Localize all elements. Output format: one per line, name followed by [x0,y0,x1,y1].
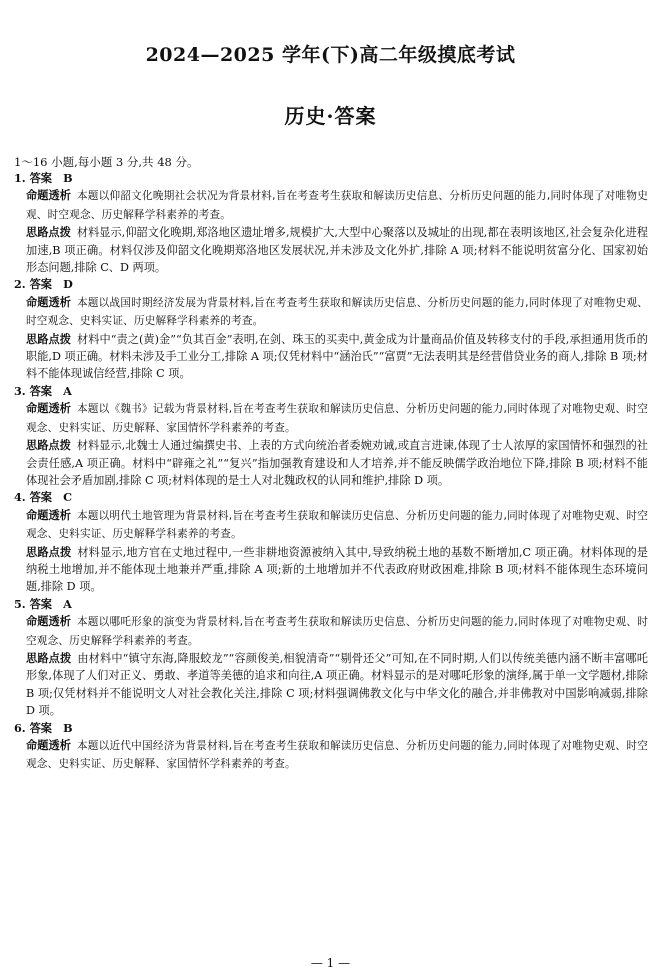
answer-line: 6. 答案 B [14,720,73,735]
answer-line: 3. 答案 A [14,383,72,398]
hint-label: 思路点拨 [26,650,72,665]
intent-label: 命题透析 [26,507,71,522]
hint-text: 材料中“责之(黄)金”“负其百金”表明,在剑、珠玉的买卖中,黄金成为计量商品价值及转移支付的手段,承担通用货币的职能,D 项正确。材料未涉及手工业分工,排除 A 项;仅凭材料中“涵治氏”“富贾”无法表明其是经营借贷业务的商人,排除 B 项;材料不能体现诚信经营,排除 C 项。 [26,332,648,381]
hint-paragraph [14,650,648,720]
question-item [14,489,648,595]
answer-line: 5. 答案 A [14,596,72,611]
hint-text: 由材料中“镇守东海,降服蛟龙”“容颜俊美,相貌清奇”“剔骨还父”可知,在不同时期,人们以传统美德内涵不断丰富哪吒形象,体现了人们对正义、勇敢、孝道等美德的追求和向往,A 项正确。材料显示的是对哪吒形象的演绎,属于单一文学题材,排除 B 项;仅凭材料并不能说明文人对社会教化关注,排除 C 项;材料强调佛教文化与中华文化的融合,并非佛教对中国影响减弱,排除 D 项。 [26,651,648,718]
section-intro: 1～16 小题,每小题 3 分,共 48 分。 [14,155,199,169]
question-item [14,276,648,382]
hint-paragraph [14,544,648,596]
question-item [14,720,648,774]
hint-label: 思路点拨 [26,544,72,559]
hint-label: 思路点拨 [26,331,71,346]
question-item [14,383,648,489]
intent-paragraph [14,613,648,650]
intent-paragraph [14,187,648,224]
page-title: 2024—2025 学年(下)高二年级摸底考试 [145,44,516,66]
intent-text: 本题以哪吒形象的演变为背景材料,旨在考查考生获取和解读历史信息、分析历史问题的能力,同时体现了对唯物史观、时空观念、历史解释学科素养的考查。 [26,616,648,647]
intent-label: 命题透析 [26,188,71,203]
intent-paragraph [14,400,648,437]
hint-paragraph [14,331,648,383]
question-item [14,170,648,276]
intent-paragraph [14,737,648,774]
intent-text: 本题以《魏书》记载为背景材料,旨在考查考生获取和解读历史信息、分析历史问题的能力,同时体现了对唯物史观、时空观念、史料实证、历史解释、家国情怀学科素养的考查。 [26,403,648,434]
intent-paragraph [14,507,648,544]
hint-paragraph [14,224,648,276]
hint-text: 材料显示,地方官在丈地过程中,一些非耕地资源被纳入其中,导致纳税土地的基数不断增加,C 项正确。材料体现的是纳税土地增加,并不能体现土地兼并严重,排除 A 项;新的土地增加并不代表政府财政困难,排除 B 项;材料不能体现生态环境问题,排除 D 项。 [26,545,648,594]
intent-label: 命题透析 [26,614,71,629]
hint-text: 材料显示,北魏士人通过编撰史书、上表的方式向统治者委婉劝诫,或直言进谏,体现了士人浓厚的家国情怀和强烈的社会责任感,A 项正确。材料中“辟雍之礼”“复兴”指加强教育建设和人才培养,并不能反映儒学政治地位下降,排除 B 项;材料不能体现社会矛盾加剧,排除 C 项;材料体现的是士人对北魏政权的认同和维护,排除 D 项。 [26,439,648,487]
intent-label: 命题透析 [26,738,71,752]
page-number: — 1 — [310,956,351,970]
intent-label: 命题透析 [26,401,71,416]
answer-list [14,170,648,774]
answer-line: 4. 答案 C [14,490,73,505]
page-subtitle: 历史·答案 [284,104,377,128]
intent-text: 本题以明代土地管理为背景材料,旨在考查考生获取和解读历史信息、分析历史问题的能力,同时体现了对唯物史观、时空观念、史料实证、历史解释学科素养的考查。 [26,509,648,541]
intent-paragraph [14,294,648,331]
question-item [14,596,648,720]
hint-label: 思路点拨 [26,438,71,453]
intent-label: 命题透析 [26,294,71,309]
intent-text: 本题以近代中国经济为背景材料,旨在考查考生获取和解读历史信息、分析历史问题的能力,同时体现了对唯物史观、时空观念、史料实证、历史解释、家国情怀学科素养的考查。 [26,740,648,771]
hint-text: 材料显示,仰韶文化晚期,郑洛地区遗址增多,规模扩大,大型中心聚落以及城址的出现,都在表明该地区,社会复杂化进程加速,B 项正确。材料仅涉及仰韶文化晚期郑洛地区发展状况,并未涉及文化外扩,排除 A 项;材料不能说明贫富分化、国家初始形态问题,排除 C、D 两项。 [26,226,648,275]
intent-text: 本题以仰韶文化晚期社会状况为背景材料,旨在考查考生获取和解读历史信息、分析历史问题的能力,同时体现了对唯物史观、时空观念、历史解释学科素养的考查。 [26,190,648,221]
hint-paragraph [14,437,648,489]
intent-text: 本题以战国时期经济发展为背景材料,旨在考查考生获取和解读历史信息、分析历史问题的能力,同时体现了对唯物史观、时空观念、史料实证、历史解释学科素养的考查。 [26,296,648,328]
hint-label: 思路点拨 [26,225,71,240]
answer-line: 1. 答案 B [14,171,73,185]
answer-line: 2. 答案 D [14,277,73,292]
